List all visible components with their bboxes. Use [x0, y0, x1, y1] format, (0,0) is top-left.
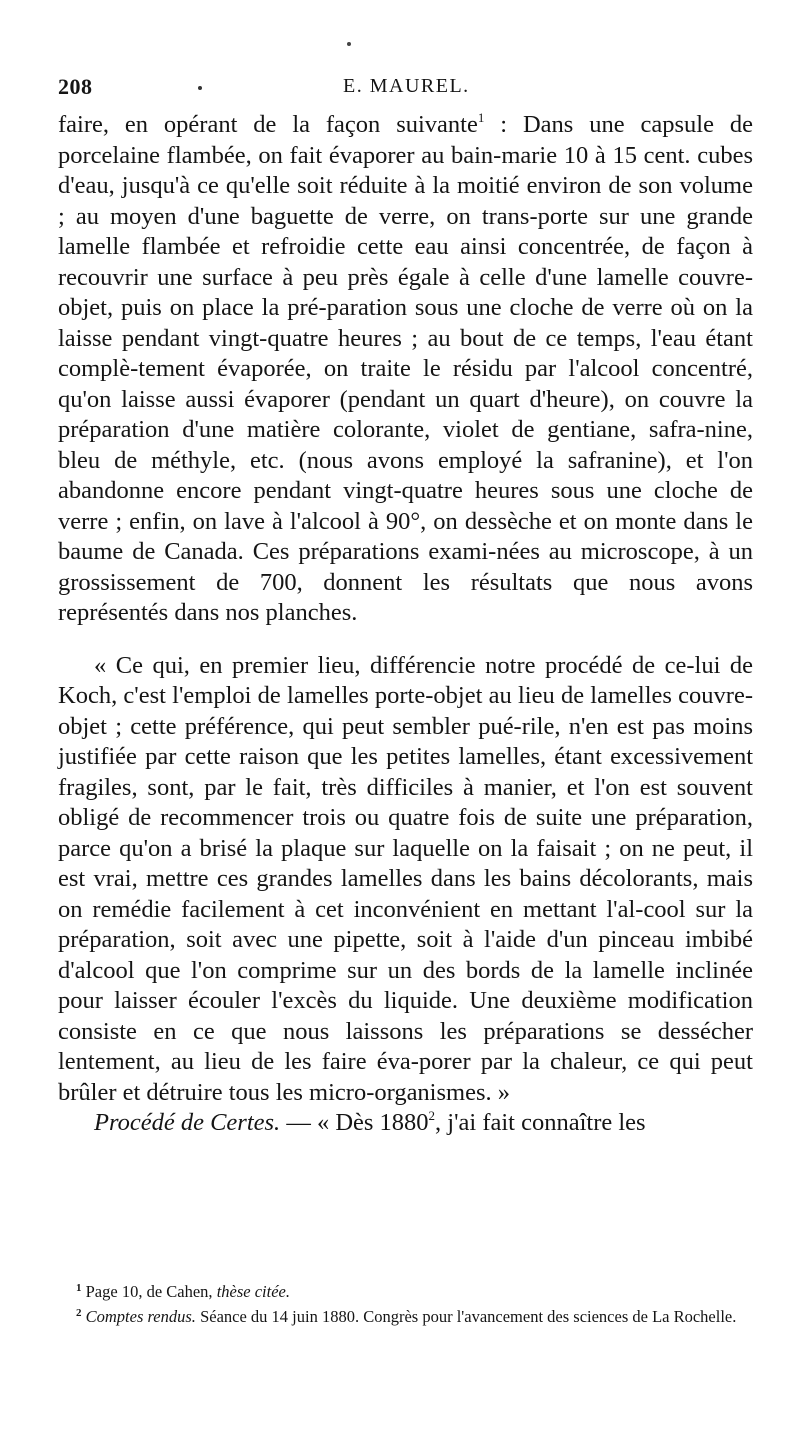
footnote-2 [58, 1305, 753, 1330]
header-dot [198, 86, 202, 90]
footnote-1-marker: 1 [76, 1282, 82, 1294]
footnote-ref-2: 2 [428, 1108, 436, 1123]
paragraph-1-start: faire, en opérant de la façon suivante [58, 111, 478, 138]
paragraph-3 [58, 1108, 753, 1139]
footnote-2-text-end: Séance du 14 juin 1880. Congrès pour l'avancement des sciences de La Rochelle. [195, 1306, 737, 1326]
page-number: 208 [58, 74, 93, 99]
footnotes [58, 1280, 753, 1329]
footnote-2-italic: Comptes rendus. [85, 1306, 196, 1326]
footnote-1-italic: thèse citée. [216, 1282, 290, 1301]
paragraph-3-start: — « Dès 1880 [280, 1109, 429, 1136]
footnote-1 [58, 1280, 753, 1305]
paragraph-1-rest: : Dans une capsule de porcelaine flambée, on fait évaporer au bain-marie 10 à 15 cent. cubes d'eau, jusqu'à ce qu'elle soit réduite à la moitié environ de son volume ; au moyen d'une baguette de verre, on trans-porte sur une grande lamelle flambée et refroidie cette eau ainsi concentrée, de façon à recouvrir une surface à peu près égale à celle d'une lamelle couvre-objet, puis on place la pré-paration sous une cloche de verre où on la laisse pendant vingt-quatre heures ; au bout de ce temps, l'eau étant complè-tement évaporée, on traite le résidu par l'alcool concentré, qu'on laisse aussi évaporer (pendant un quart d'heure), on couvre la préparation d'une matière colorante, violet de gentiane, safra-nine, bleu de méthyle, etc. (nous avons employé la safranine), et l'on abandonne encore pendant vingt-quatre heures sous une cloche de verre ; enfin, on lave à l'alcool à 90°, on dessèche et on monte dans le baume de Canada. Ces préparations exami-nées au microscope, à un grossissement de 700, donnent les résultats que nous avons représentés dans nos planches. [58, 111, 753, 626]
print-mark [347, 42, 351, 46]
footnote-ref-1: 1 [477, 110, 485, 125]
section-heading: Procédé de Certes. [94, 1109, 281, 1136]
page-header [58, 66, 748, 106]
paragraph-3-rest: , j'ai fait connaître les [435, 1109, 646, 1136]
paragraph-1 [58, 110, 753, 629]
footnote-1-text: Page 10, de Cahen, [81, 1282, 217, 1301]
footnote-2-marker: 2 [76, 1306, 82, 1319]
main-text [58, 110, 753, 1139]
running-head: E. MAUREL. [343, 75, 470, 97]
paragraph-2: « Ce qui, en premier lieu, différencie notre procédé de ce-lui de Koch, c'est l'emploi de lamelles porte-objet au lieu de lamelles couvre-objet ; cette préférence, qui peut sembler pué-rile, n'en est pas moins justifiée par cette raison que les petites lamelles, étant excessivement fragiles, sont, par le fait, très difficiles à manier, et l'on est souvent obligé de recommencer trois ou quatre fois de suite une préparation, parce qu'on a brisé la plaque sur laquelle on la faisait ; on ne peut, il est vrai, mettre ces grandes lamelles dans les bains décolorants, mais on remédie facilement à cet inconvénient en mettant l'al-cool sur la préparation, soit avec une pipette, soit à l'aide d'un pinceau imbibé d'alcool que l'on comprime sur un des bords de la lamelle inclinée pour laisser écouler l'excès du liquide. Une deuxième modification consiste en ce que nous laissons les préparations se dessécher lentement, au lieu de les faire éva-porer par la chaleur, ce qui peut brûler et détruire tous les micro-organismes. » [58, 651, 753, 1106]
